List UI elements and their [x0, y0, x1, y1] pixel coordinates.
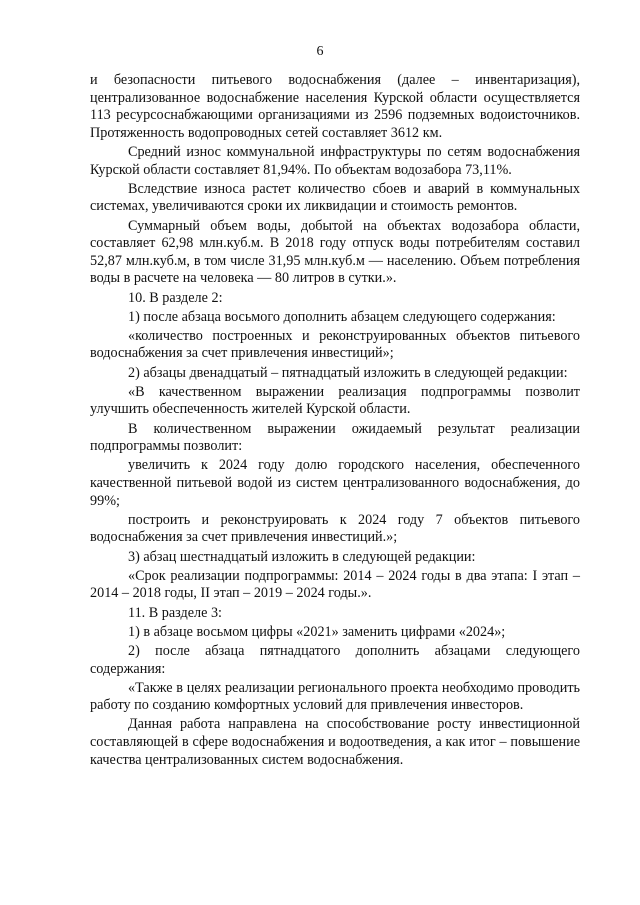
paragraph-continuation: и безопасности питьевого водоснабжения (далее – инвентаризация), централизованное водоснабжение населения Курской области осуществляется 113 ресурсоснабжающими организациями из 2596 подземных водоисточников. Протяженность водопроводных сетей составляет 3612 км. [90, 72, 580, 141]
paragraph-urban-share: увеличить к 2024 году долю городского населения, обеспеченного качественной питьевой водой из систем централизованного водоснабжения, до 99%; [90, 457, 580, 509]
item-10-2: 2) абзацы двенадцатый – пятнадцатый изложить в следующей редакции: [128, 364, 568, 381]
item-11-heading: 11. В разделе 3: [128, 604, 222, 621]
item-11-1: 1) в абзаце восьмом цифры «2021» заменить цифрами «2024»; [128, 623, 506, 640]
paragraph-investment: Данная работа направлена на способствование росту инвестиционной составляющей в сфере водоснабжения и водоотведения, а как итог – повышение качества централизованных систем водоснабжения. [90, 716, 580, 768]
paragraph-wear-level: Средний износ коммунальной инфраструктуры по сетям водоснабжения Курской области составляет 81,94%. По объектам водозабора 73,11%. [90, 143, 580, 178]
quote-implementation-period: «Срок реализации подпрограммы: 2014 – 2024 годы в два этапа: I этап – 2014 – 2018 годы, II этап – 2019 – 2024 годы.». [90, 567, 580, 602]
paragraph-quantitative-result: В количественном выражении ожидаемый результат реализации подпрограммы позволит: [90, 420, 580, 455]
document-body [90, 72, 580, 769]
page-number: 6 [316, 44, 324, 59]
paragraph-accidents: Вследствие износа растет количество сбоев и аварий в коммунальных системах, увеличиваются сроки их ликвидации и стоимость ремонтов. [90, 180, 580, 215]
item-10-3: 3) абзац шестнадцатый изложить в следующей редакции: [128, 548, 476, 565]
paragraph-water-volume: Суммарный объем воды, добытой на объектах водозабора области, составляет 62,98 млн.куб.м. В 2018 году отпуск воды потребителям составил 52,87 млн.куб.м, в том числе 31,95 млн.куб.м — населению. Объем потребления воды в расчете на человека — 80 литров в сутки.». [90, 217, 580, 287]
item-11-2: 2) после абзаца пятнадцатого дополнить абзацами следующего содержания: [90, 642, 580, 677]
quote-qualitative-result: «В качественном выражении реализация подпрограммы позволит улучшить обеспеченность жителей Курской области. [90, 383, 580, 418]
item-10-heading: 10. В разделе 2: [128, 289, 223, 306]
item-10-1: 1) после абзаца восьмого дополнить абзацем следующего содержания: [128, 308, 556, 325]
quote-objects-count: «количество построенных и реконструированных объектов питьевого водоснабжения за счет привлечения инвестиций»; [90, 327, 580, 362]
paragraph-build-objects: построить и реконструировать к 2024 году 7 объектов питьевого водоснабжения за счет привлечения инвестиций.»; [90, 511, 580, 546]
quote-regional-project: «Также в целях реализации регионального проекта необходимо проводить работу по созданию комфортных условий для привлечения инвесторов. [90, 679, 580, 714]
